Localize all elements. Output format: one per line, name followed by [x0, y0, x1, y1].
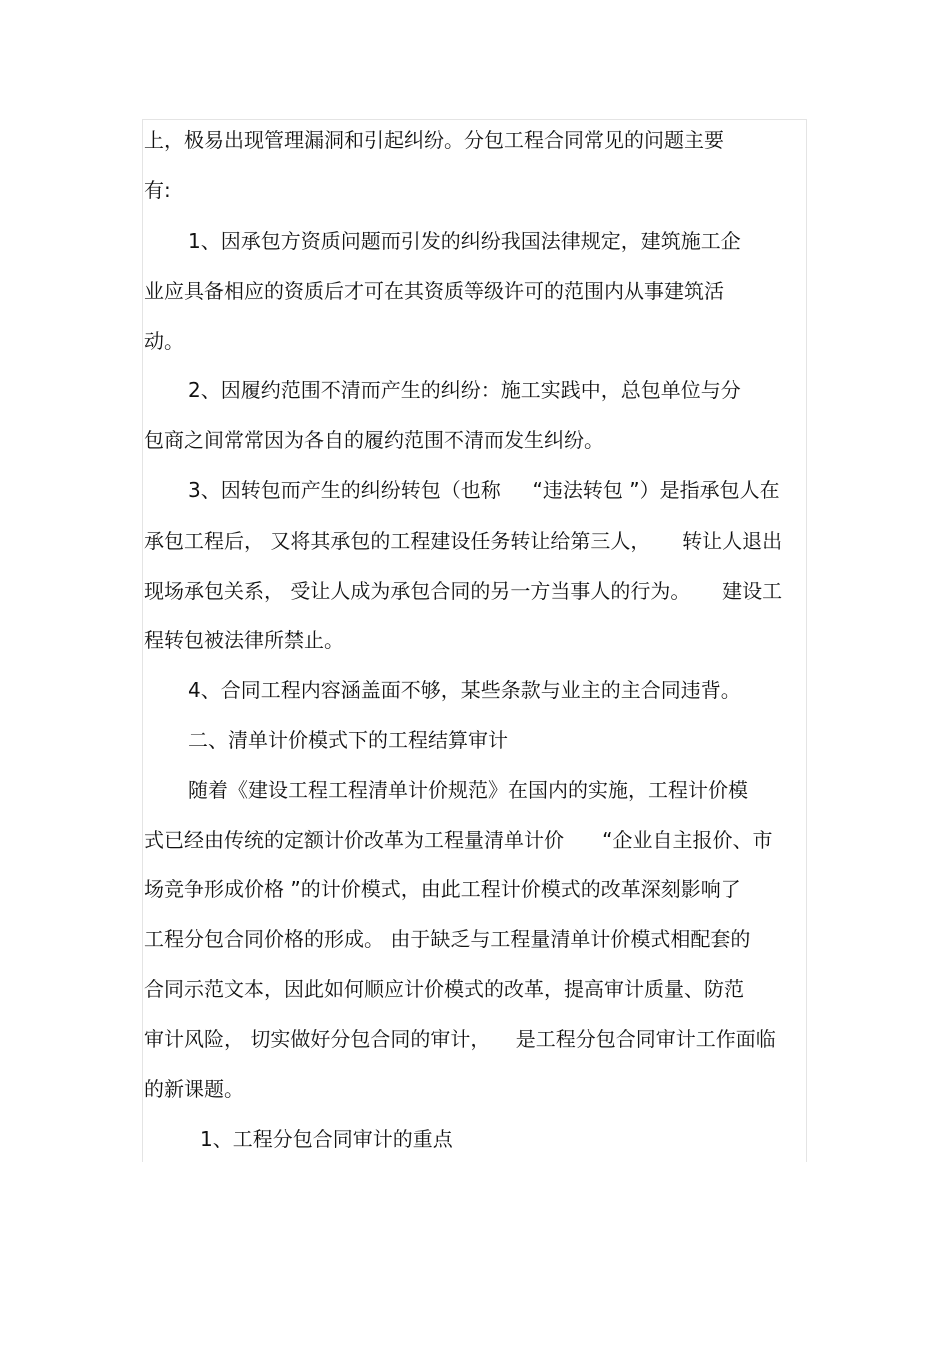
text-line-8: 3、因转包而产生的纠纷转包（也称 “违法转包 ”）是指承包人在: [188, 478, 780, 502]
text-line-14: 随着《建设工程工程清单计价规范》在国内的实施，工程计价模: [188, 778, 748, 802]
text-line-6: 2、因履约范围不清而产生的纠纷：施工实践中，总包单位与分: [188, 378, 741, 402]
text-line-5: 动。: [144, 329, 184, 353]
text-line-4: 业应具备相应的资质后才可在其资质等级许可的范围内从事建筑活: [144, 279, 724, 303]
text-line-1: 上，极易出现管理漏洞和引起纠纷。分包工程合同常见的问题主要: [144, 128, 724, 152]
text-line-12: 4、合同工程内容涵盖面不够，某些条款与业主的主合同违背。: [188, 678, 741, 702]
text-line-19: 审计风险， 切实做好分包合同的审计， 是工程分包合同审计工作面临: [144, 1027, 776, 1051]
text-line-17: 工程分包合同价格的形成。 由于缺乏与工程量清单计价模式相配套的: [144, 927, 751, 951]
section-heading: 二、清单计价模式下的工程结算审计: [188, 728, 508, 752]
text-line-20: 的新课题。: [144, 1077, 244, 1101]
text-line-9: 承包工程后， 又将其承包的工程建设任务转让给第三人， 转让人退出: [144, 529, 783, 553]
text-line-16: 场竞争形成价格 ”的计价模式，由此工程计价模式的改革深刻影响了: [144, 877, 741, 901]
text-line-3: 1、因承包方资质问题而引发的纠纷我国法律规定，建筑施工企: [188, 229, 741, 253]
text-line-7: 包商之间常常因为各自的履约范围不清而发生纠纷。: [144, 428, 604, 452]
text-line-18: 合同示范文本，因此如何顺应计价模式的改革，提高审计质量、防范: [144, 977, 744, 1001]
subsection-heading: 1、工程分包合同审计的重点: [200, 1127, 453, 1151]
text-line-10: 现场承包关系， 受让人成为承包合同的另一方当事人的行为。 建设工: [144, 579, 783, 603]
text-line-2: 有:: [144, 178, 171, 202]
text-line-15: 式已经由传统的定额计价改革为工程量清单计价 “企业自主报价、市: [144, 828, 773, 852]
text-line-11: 程转包被法律所禁止。: [144, 628, 344, 652]
